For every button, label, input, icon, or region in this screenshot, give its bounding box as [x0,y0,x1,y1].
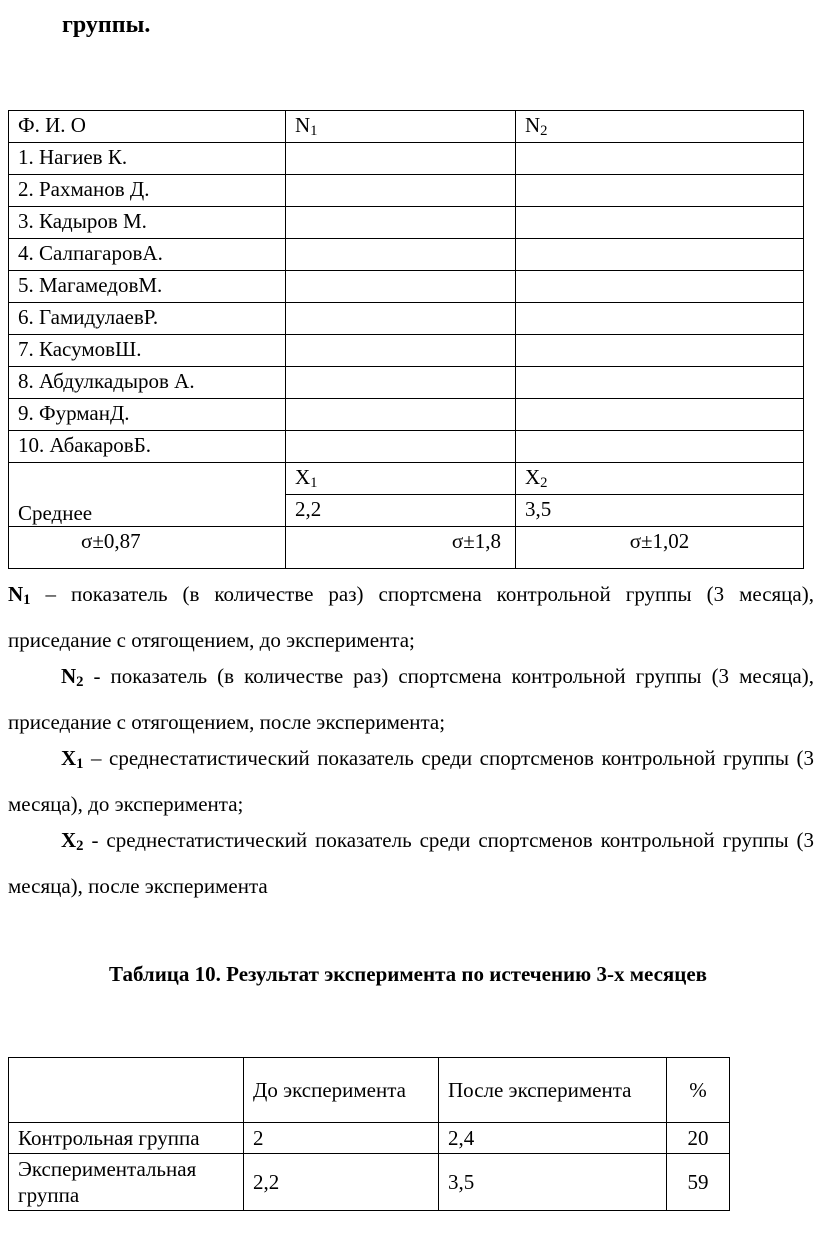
n1-value [286,143,516,175]
athlete-name: 7. КасумовШ. [9,335,286,367]
table-10 [8,1057,730,1211]
group-name: Контрольная группа [9,1123,244,1154]
n1-value [286,335,516,367]
header-fio: Ф. И. О [9,111,286,143]
athlete-name: 10. АбакаровБ. [9,431,286,463]
n1-value [286,399,516,431]
percent-value: 20 [667,1123,730,1154]
after-value: 3,5 [439,1154,667,1211]
table-row [9,143,804,175]
header-n1: $N_1$ [286,111,516,143]
table-row [9,1123,730,1154]
before-value: 2,2 [244,1154,439,1211]
avg-label-row [9,463,804,495]
table-row [9,271,804,303]
n1-value [286,271,516,303]
table-header-row [9,1058,730,1123]
n1-value [286,175,516,207]
x2-label: $X_2$ [516,463,804,495]
athlete-name: 9. ФурманД. [9,399,286,431]
sigma-1: σ±0,87 [9,527,286,569]
table-row [9,303,804,335]
n2-value [516,271,804,303]
after-value: 2,4 [439,1123,667,1154]
note-term: $X_1$ [61,746,84,772]
note-n1: $N_1$ – показатель (в количестве раз) спортсмена контрольной группы (3 месяца), приседание с отягощением, до эксперимента; [8,582,814,652]
before-value: 2 [244,1123,439,1154]
athlete-name: 5. МагамедовМ. [9,271,286,303]
athlete-name: 1. Нагиев К. [9,143,286,175]
n2-value [516,175,804,207]
avg-n2-value: 3,5 [516,495,804,527]
percent-value: 59 [667,1154,730,1211]
athlete-name: 6. ГамидулаевР. [9,303,286,335]
n2-value [516,335,804,367]
header-after: После эксперимента [439,1058,667,1123]
sigma-3: σ±1,02 [516,527,804,569]
n1-value [286,431,516,463]
avg-label: Среднее [9,463,286,527]
header-n2: $N_2$ [516,111,804,143]
results-table-control-group [8,110,804,569]
note-x2: $X_2$ - среднестатистический показатель среди спортсменов контрольной группы (3 месяца), после эксперимента [8,828,814,898]
n1-value [286,239,516,271]
note-n2: $N_2$ - показатель (в количестве раз) спортсмена контрольной группы (3 месяца), приседание с отягощением, после эксперимента; [8,664,814,734]
n2-value [516,431,804,463]
x1-label: $X_1$ [286,463,516,495]
table-10-title: Таблица 10. Результат эксперимента по истечению 3-х месяцев [108,962,708,986]
n2-value [516,303,804,335]
n2-value [516,143,804,175]
table-row [9,175,804,207]
n1-value [286,207,516,239]
athlete-name: 2. Рахманов Д. [9,175,286,207]
table-row [9,1154,730,1211]
n2-value [516,367,804,399]
section-heading: группы. [62,12,151,38]
sigma-2: σ±1,8 [286,527,516,569]
header-before: До эксперимента [244,1058,439,1123]
table-row [9,239,804,271]
sigma-row [9,527,804,569]
header-empty [9,1058,244,1123]
note-term: $N_2$ [61,664,84,690]
note-x1: $X_1$ – среднестатистический показатель среди спортсменов контрольной группы (3 месяца), до эксперимента; [8,746,814,816]
note-term: $N_1$ [8,582,31,608]
n1-value [286,303,516,335]
n2-value [516,239,804,271]
athlete-name: 4. СалпагаровА. [9,239,286,271]
note-term: $X_2$ [61,828,84,854]
table-row [9,335,804,367]
table-header-row [9,111,804,143]
n2-value [516,207,804,239]
avg-n1-value: 2,2 [286,495,516,527]
athlete-name: 8. Абдулкадыров А. [9,367,286,399]
table-row [9,399,804,431]
table-row [9,207,804,239]
n2-value [516,399,804,431]
athlete-name: 3. Кадыров М. [9,207,286,239]
header-percent: % [667,1058,730,1123]
table-row [9,431,804,463]
n1-value [286,367,516,399]
table-row [9,367,804,399]
group-name: Экспериментальная группа [9,1154,244,1211]
